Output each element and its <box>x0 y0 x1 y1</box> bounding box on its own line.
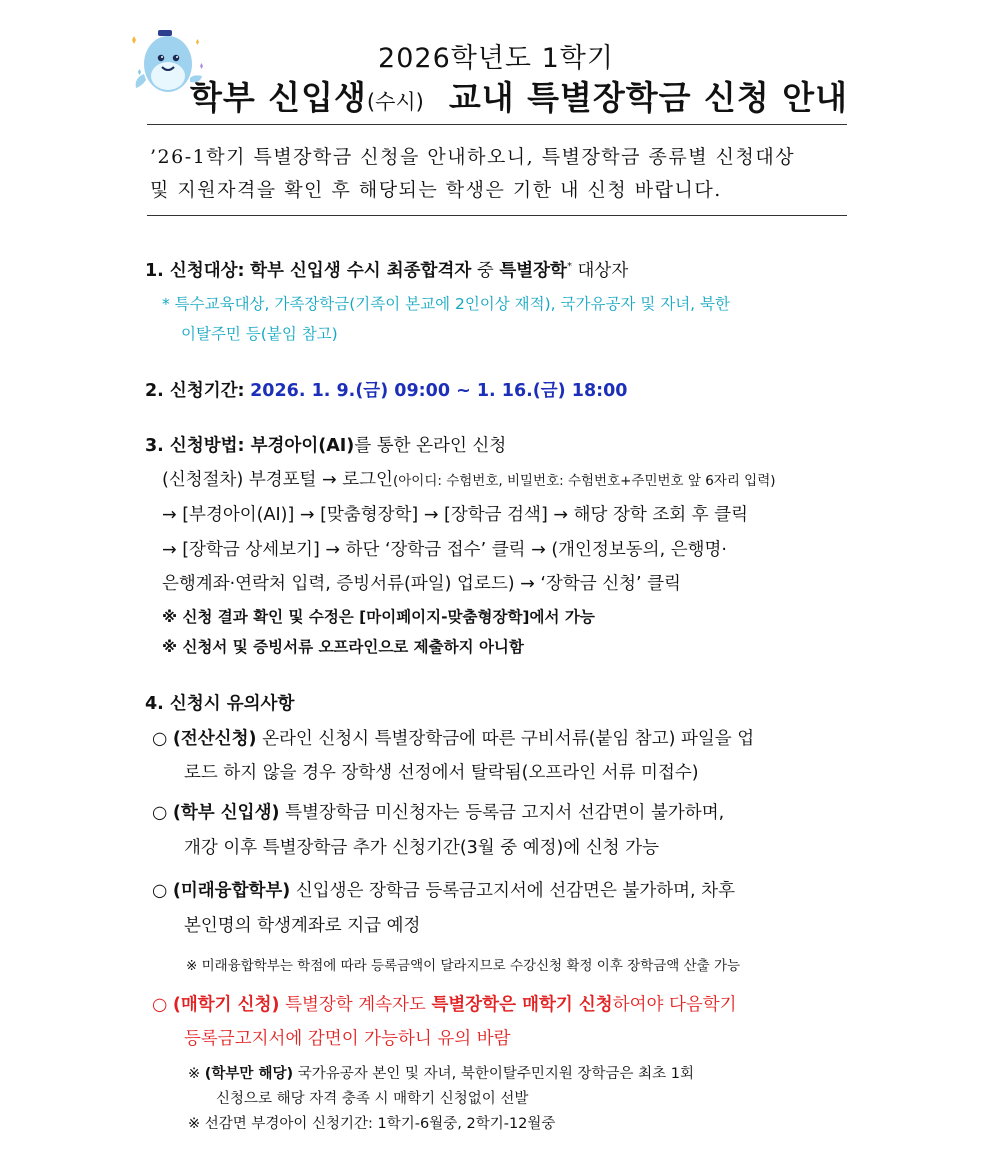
sec4-item-4-line-1 <box>152 991 737 1016</box>
sec3-warning-1: ※ 신청 결과 확인 및 수정은 [마이페이지-맞춤형장학]에서 가능 <box>162 608 595 626</box>
bullet-circle-icon: ○ <box>152 803 168 823</box>
note-mark: ※ <box>188 1066 201 1082</box>
page-title <box>190 72 848 119</box>
sec3-warning-2: ※ 신청서 및 증빙서류 오프라인으로 제출하지 아니함 <box>162 638 524 656</box>
sec4-item-4-title: (매학기 신청) <box>172 995 280 1015</box>
sec4-item-4-mid: 특별장학 계속자도 <box>285 995 426 1015</box>
sec4-item-2-title: (학부 신입생) <box>172 803 280 823</box>
sec4-note-1-text: 국가유공자 본인 및 자녀, 북한이탈주민지원 장학금은 최초 1회 <box>297 1066 694 1082</box>
sec3-step-1a: (신청절차) 부경포털 → 로그인 <box>162 470 393 490</box>
sec3-step-1 <box>162 466 776 491</box>
divider-top <box>147 124 847 125</box>
sec2-label: 2. 신청기간: <box>145 381 245 401</box>
sec4-item-1-title: (전산신청) <box>172 729 257 749</box>
sec4-item-3-text: 신입생은 장학금 등록금고지서에 선감면은 불가하며, 차후 <box>295 881 735 901</box>
sec1-note-line-2: 이탈주민 등(붙임 참고) <box>181 325 338 343</box>
section-3-heading <box>145 432 506 457</box>
sec4-item-4-end: 하여야 다음학기 <box>612 995 737 1015</box>
sec3-step-4: 은행계좌·연락처 입력, 증빙서류(파일) 업로드) → ‘장학금 신청’ 클릭 <box>162 574 681 594</box>
sec1-end: 대상자 <box>577 261 629 281</box>
sec4-note-1-title: (학부만 해당) <box>204 1066 294 1082</box>
title-part-b: 교내 특별장학금 신청 안내 <box>448 78 848 117</box>
sec4-item-3-line-2: 본인명의 학생계좌로 지급 예정 <box>184 916 421 936</box>
section-4-heading: 4. 신청시 유의사항 <box>145 694 295 714</box>
section-2-heading <box>145 377 627 402</box>
sec4-note-1-line-2: 신청으로 해당 자격 충족 시 매학기 신청없이 선발 <box>216 1091 529 1107</box>
sec4-item-1-line-2: 로드 하지 않을 경우 장학생 선정에서 탈락됨(오프라인 서류 미접수) <box>184 763 699 783</box>
sec4-item-3-note: ※ 미래융합학부는 학점에 따라 등록금액이 달라지므로 수강신청 확정 이후 장학금액 산출 가능 <box>186 958 741 974</box>
sec4-item-2-line-2: 개강 이후 특별장학금 추가 신청기간(3월 중 예정)에 신청 가능 <box>184 838 660 858</box>
title-line-1: 2026학년도 1학기 <box>378 43 614 74</box>
sec4-item-1-line-1 <box>152 725 754 750</box>
sec4-note-2: ※ 선감면 부경아이 신청기간: 1학기-6월중, 2학기-12월중 <box>188 1116 556 1132</box>
sec3-step-1b: (아이디: 수험번호, 비밀번호: 수험번호+주민번호 앞 6자리 입력) <box>392 473 776 489</box>
sec4-item-3-line-1 <box>152 877 735 902</box>
sec2-period: 2026. 1. 9.(금) 09:00 ~ 1. 16.(금) 18:00 <box>250 381 628 401</box>
sec4-item-2-text: 특별장학금 미신청자는 등록금 고지서 선감면이 불가하며, <box>285 803 725 823</box>
bullet-circle-icon: ○ <box>152 729 168 749</box>
sec4-item-3-title: (미래융합학부) <box>172 881 291 901</box>
sec4-note-1-line-1 <box>188 1062 694 1083</box>
sec1-sup: * <box>566 261 572 273</box>
sec4-item-4-line-2: 등록금고지서에 감면이 가능하니 유의 바람 <box>184 1029 511 1049</box>
bullet-circle-icon: ○ <box>152 881 168 901</box>
sec4-item-2-line-1 <box>152 799 724 824</box>
sec1-mid: 중 <box>476 261 494 281</box>
sec3-label-rest: 를 통한 온라인 신청 <box>354 436 507 456</box>
sec1-label: 1. 신청대상: <box>145 261 245 281</box>
sec3-step-3: → [장학금 상세보기] → 하단 ‘장학금 접수’ 클릭 → (개인정보동의, 은행명· <box>162 540 727 560</box>
title-part-small: (수시) <box>366 90 424 114</box>
sec3-label: 3. 신청방법: 부경아이(AI) <box>145 436 355 456</box>
sec4-item-1-text: 온라인 신청시 특별장학금에 따른 구비서류(붙임 참고) 파일을 업 <box>262 729 755 749</box>
title-part-a: 학부 신입생 <box>190 78 367 117</box>
sec3-step-2: → [부경아이(AI)] → [맞춤형장학] → [장학금 검색] → 해당 장학 조회 후 클릭 <box>162 505 748 525</box>
intro-line-1: ’26-1학기 특별장학금 신청을 안내하오니, 특별장학금 종류별 신청대상 <box>150 146 796 168</box>
sec1-scholarship: 특별장학 <box>499 261 567 281</box>
bullet-circle-icon: ○ <box>152 995 168 1015</box>
intro-line-2: 및 지원자격을 확인 후 해당되는 학생은 기한 내 신청 바랍니다. <box>150 179 722 201</box>
sec1-note-line-1: * 특수교육대상, 가족장학금(기족이 본교에 2인이상 재적), 국가유공자 및 자녀, 북한 <box>162 295 730 313</box>
sec4-item-4-emph: 특별장학은 매학기 신청 <box>431 995 613 1015</box>
divider-bottom <box>147 215 847 216</box>
sec1-target: 학부 신입생 수시 최종합격자 <box>250 261 472 281</box>
section-1-heading <box>145 257 628 282</box>
